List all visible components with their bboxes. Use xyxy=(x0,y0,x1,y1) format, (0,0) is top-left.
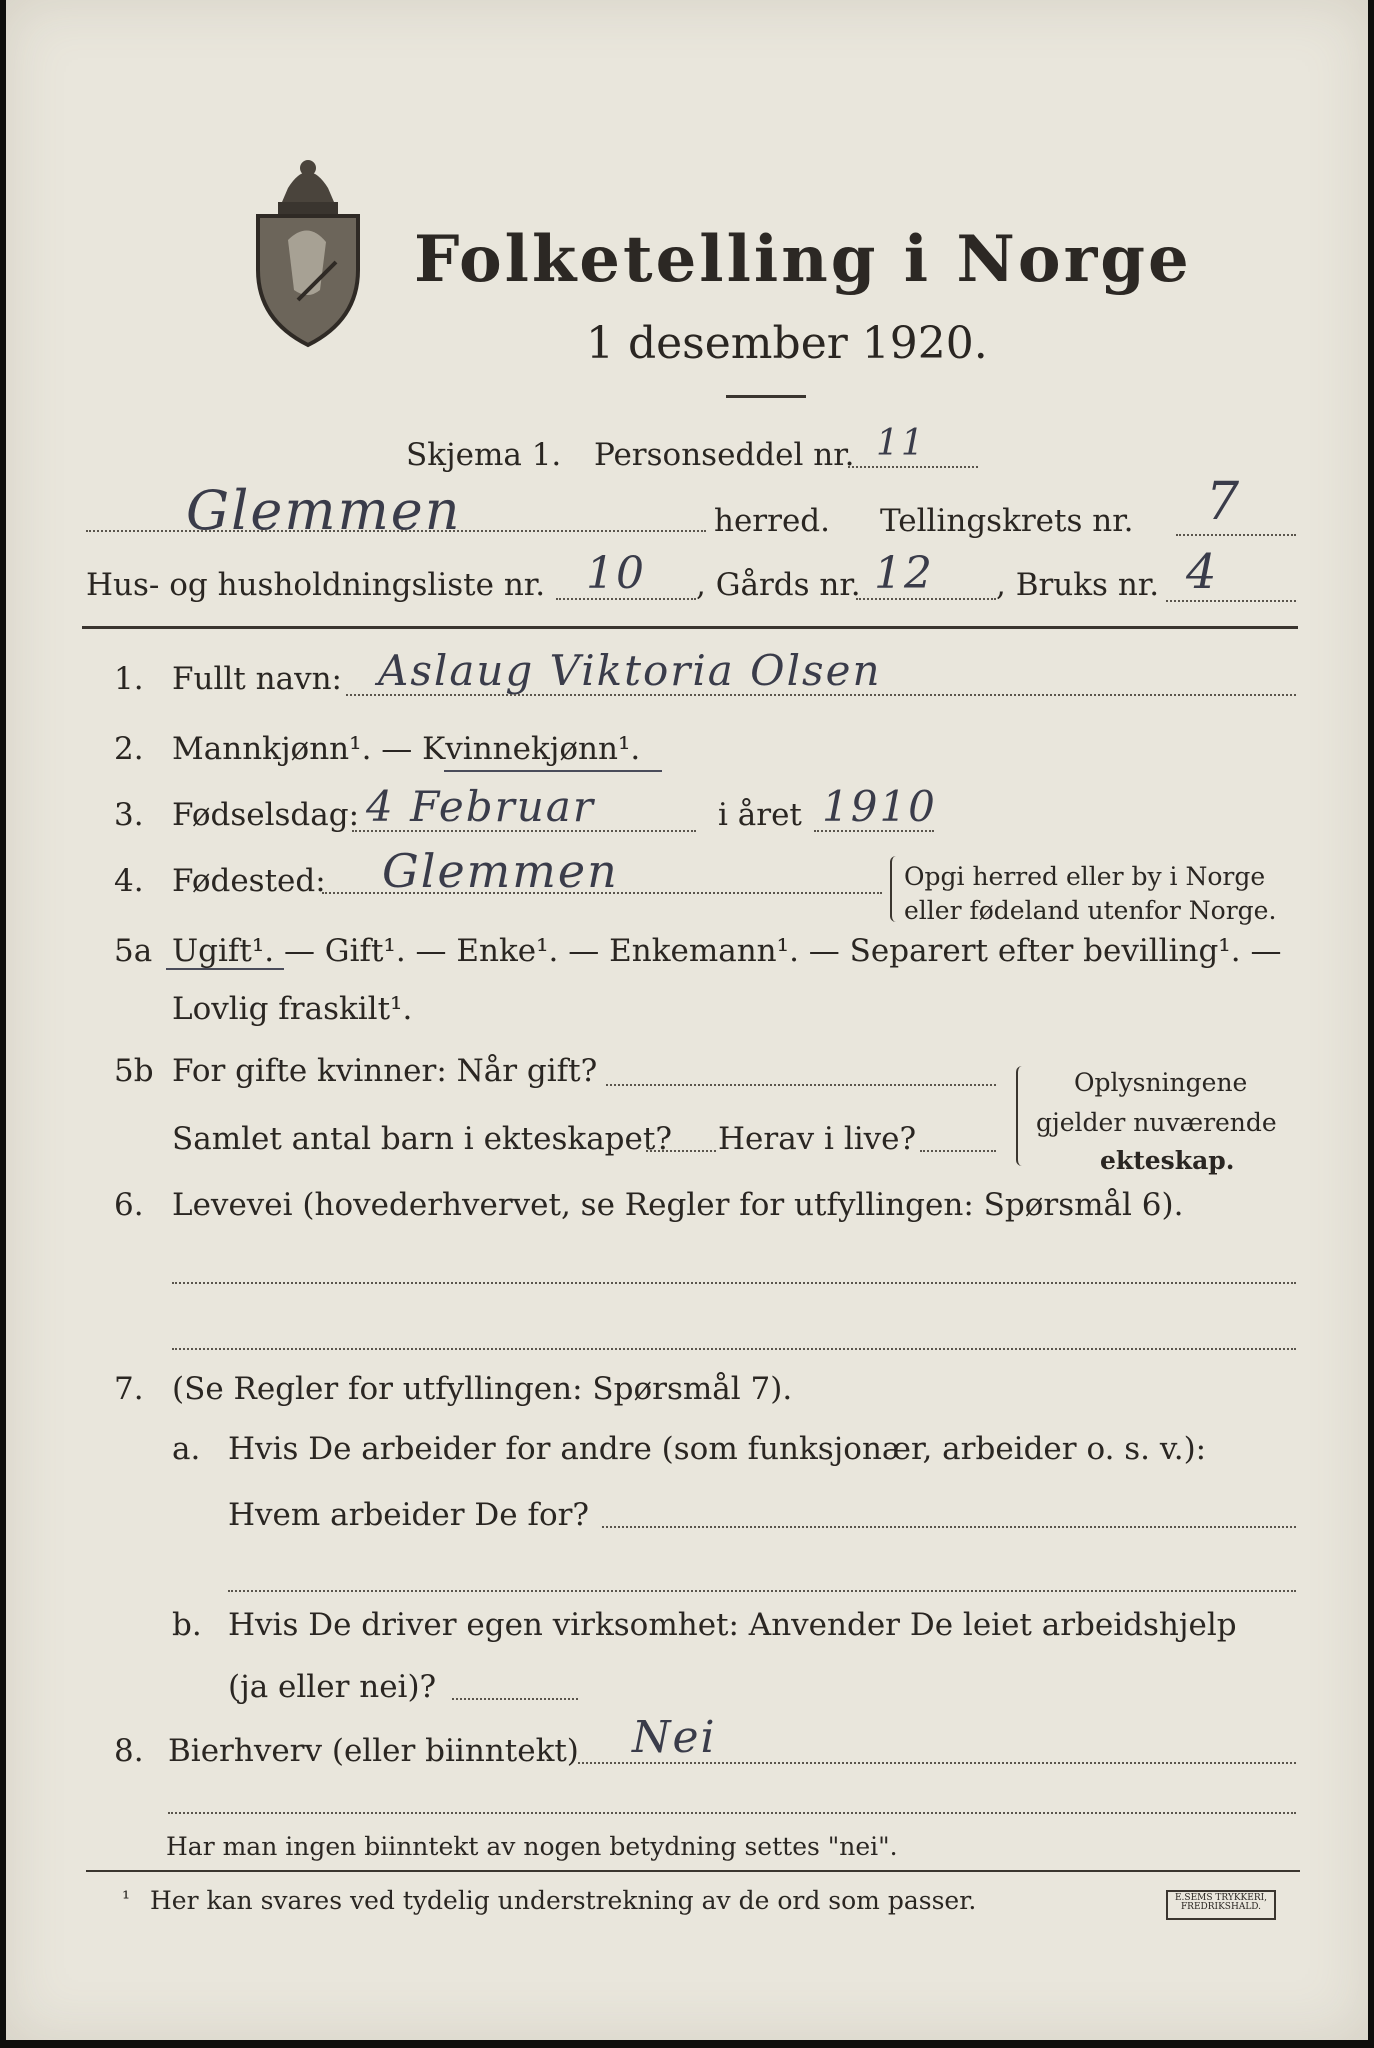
header-rule xyxy=(82,626,1298,629)
marriage-note-1: Oplysningene xyxy=(1074,1068,1248,1097)
gender-underline xyxy=(444,770,662,772)
birthplace-line xyxy=(322,892,882,894)
children-count-label: Samlet antal barn i ekteskapet? xyxy=(172,1121,672,1157)
marital-status-options-2[interactable]: Lovlig fraskilt¹. xyxy=(172,991,413,1027)
footnote-divider xyxy=(86,1870,1300,1872)
side-income-line xyxy=(578,1762,1296,1764)
bruks-line xyxy=(1166,600,1296,602)
birthplace-value[interactable]: Glemmen xyxy=(382,844,619,898)
children-alive-line xyxy=(920,1150,996,1152)
marriage-note-2: gjelder nuværende xyxy=(1036,1108,1277,1137)
employee-question: Hvis De arbeider for andre (som funksjonær, arbeider o. s. v.): xyxy=(228,1431,1207,1467)
occupation-line-1 xyxy=(172,1282,1296,1284)
printer-stamp-line-1: E.SEMS TRYKKERI, xyxy=(1174,1893,1268,1903)
q5b-number: 5b xyxy=(114,1053,154,1089)
personseddel-value[interactable]: 11 xyxy=(876,423,926,464)
q1-number: 1. xyxy=(114,661,144,697)
form-title: Folketelling i Norge xyxy=(414,222,1192,297)
skjema-label: Skjema 1. xyxy=(406,437,562,473)
birth-year-value[interactable]: 1910 xyxy=(822,782,937,831)
printer-stamp xyxy=(1166,1890,1276,1920)
q8-number: 8. xyxy=(114,1733,144,1769)
birthday-line xyxy=(352,830,696,832)
marital-status-options[interactable]: Ugift¹. — Gift¹. — Enke¹. — Enkemann¹. — Separert efter bevilling¹. — xyxy=(172,933,1282,969)
marriage-note-brace xyxy=(1016,1066,1028,1166)
marital-underline xyxy=(166,968,284,970)
personseddel-label: Personseddel nr. xyxy=(594,437,855,473)
herred-value[interactable]: Glemmen xyxy=(186,479,462,542)
side-income-value[interactable]: Nei xyxy=(632,1712,717,1763)
q7-number: 7. xyxy=(114,1371,144,1407)
birth-year-line xyxy=(814,830,934,832)
occupation-line-2 xyxy=(172,1348,1296,1350)
children-alive-label: Herav i live? xyxy=(718,1121,917,1157)
form-subtitle: 1 desember 1920. xyxy=(586,318,988,369)
printer-stamp-line-2: FREDRIKSHALD. xyxy=(1180,1902,1262,1912)
footnote-text: Her kan svares ved tydelig understrekning av de ord som passer. xyxy=(150,1886,977,1915)
q7b-marker: b. xyxy=(172,1607,202,1643)
employer-line xyxy=(602,1526,1296,1528)
birthplace-note-brace xyxy=(890,856,900,922)
personseddel-line xyxy=(848,466,978,468)
footnote-mark: ¹ xyxy=(122,1886,131,1910)
q3-label: Fødselsdag: xyxy=(172,797,360,833)
full-name-value[interactable]: Aslaug Viktoria Olsen xyxy=(378,646,882,695)
gards-line xyxy=(856,598,996,600)
occupation-label: Levevei (hovederhvervet, se Regler for utfyllingen: Spørsmål 6). xyxy=(172,1187,1184,1223)
hired-help-label: (ja eller nei)? xyxy=(228,1669,437,1705)
tellingskrets-value[interactable]: 7 xyxy=(1206,472,1242,532)
bruks-value[interactable]: 4 xyxy=(1186,544,1219,600)
married-when-line xyxy=(606,1084,996,1086)
self-employed-question: Hvis De driver egen virksomhet: Anvender De leiet arbeidshjelp xyxy=(228,1607,1237,1643)
side-income-line-2 xyxy=(168,1812,1296,1814)
bruks-label: , Bruks nr. xyxy=(996,567,1160,603)
married-when-label: For gifte kvinner: Når gift? xyxy=(172,1053,598,1089)
tellingskrets-line xyxy=(1176,534,1296,536)
hired-help-line xyxy=(452,1698,578,1700)
herred-line xyxy=(86,530,706,532)
birthplace-note-1: Opgi herred eller by i Norge xyxy=(904,862,1266,891)
husholdningsliste-line xyxy=(556,598,696,600)
tellingskrets-label: Tellingskrets nr. xyxy=(880,503,1134,539)
title-divider xyxy=(726,395,806,398)
gards-value[interactable]: 12 xyxy=(874,548,934,599)
children-count-line xyxy=(646,1150,716,1152)
gards-nr-label: , Gårds nr. xyxy=(696,567,861,603)
side-income-label: Bierhverv (eller biinntekt) xyxy=(168,1733,579,1769)
gender-options[interactable]: Mannkjønn¹. — Kvinnekjønn¹. xyxy=(172,731,641,767)
husholdningsliste-value[interactable]: 10 xyxy=(586,548,646,599)
q7-label: (Se Regler for utfyllingen: Spørsmål 7). xyxy=(172,1371,793,1407)
coat-of-arms-emblem xyxy=(248,150,368,350)
marriage-note-3: ekteskap. xyxy=(1100,1146,1235,1175)
husholdningsliste-label: Hus- og husholdningsliste nr. xyxy=(86,567,546,603)
birth-year-label: i året xyxy=(718,797,802,833)
full-name-line xyxy=(346,694,1296,696)
employer-label: Hvem arbeider De for? xyxy=(228,1497,590,1533)
q1-label: Fullt navn: xyxy=(172,661,342,697)
q6-number: 6. xyxy=(114,1187,144,1223)
q7a-marker: a. xyxy=(172,1431,201,1467)
q3-number: 3. xyxy=(114,797,144,833)
census-form xyxy=(6,0,1368,2040)
q5a-number: 5a xyxy=(114,933,153,969)
birthplace-note-2: eller fødeland utenfor Norge. xyxy=(904,896,1277,925)
herred-label: herred. xyxy=(714,503,830,539)
q4-number: 4. xyxy=(114,863,144,899)
birthday-value[interactable]: 4 Februar xyxy=(366,782,595,831)
q2-number: 2. xyxy=(114,731,144,767)
employer-line-2 xyxy=(228,1590,1296,1592)
q4-label: Fødested: xyxy=(172,863,326,899)
side-income-note: Har man ingen biinntekt av nogen betydning settes "nei". xyxy=(166,1832,898,1861)
